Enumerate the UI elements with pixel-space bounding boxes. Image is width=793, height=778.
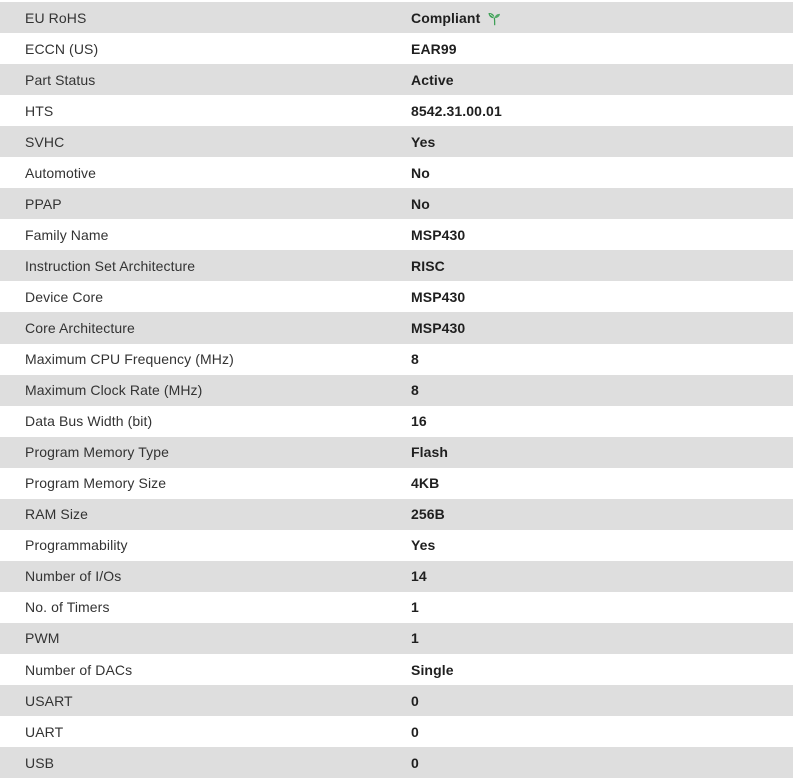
table-row	[0, 375, 793, 406]
spec-label: ECCN (US)	[25, 40, 99, 57]
table-row	[0, 64, 793, 95]
table-row	[0, 344, 793, 375]
leaf-icon	[487, 11, 502, 26]
table-row	[0, 561, 793, 592]
spec-value-text: RISC	[411, 257, 445, 274]
spec-value	[411, 227, 793, 243]
spec-value	[411, 320, 793, 336]
spec-value	[411, 382, 793, 398]
spec-value	[411, 568, 793, 584]
spec-value-text: No	[411, 164, 430, 181]
spec-value	[411, 72, 793, 88]
table-row	[0, 126, 793, 157]
spec-label: PWM	[25, 630, 60, 647]
spec-label: Number of DACs	[25, 661, 133, 678]
table-row	[0, 406, 793, 437]
spec-value-text: 14	[411, 568, 427, 585]
table-row	[0, 33, 793, 64]
spec-value	[411, 134, 793, 150]
table-row	[0, 592, 793, 623]
spec-label: EU RoHS	[25, 9, 87, 26]
spec-value-text: Flash	[411, 444, 449, 461]
spec-value	[411, 196, 793, 212]
table-row	[0, 654, 793, 685]
spec-label: Instruction Set Architecture	[25, 257, 196, 274]
spec-label: Part Status	[25, 71, 96, 88]
spec-value-text: 0	[411, 723, 419, 740]
spec-value	[411, 41, 793, 57]
spec-value-text: 4KB	[411, 475, 440, 492]
table-row	[0, 685, 793, 716]
spec-value-text: Yes	[411, 537, 436, 554]
spec-value-text: EAR99	[411, 40, 457, 57]
spec-value-text: Yes	[411, 133, 436, 150]
spec-value	[411, 755, 793, 771]
spec-label: USART	[25, 692, 73, 709]
spec-value-text: MSP430	[411, 226, 466, 243]
spec-value-text: 8	[411, 351, 419, 368]
table-row	[0, 2, 793, 33]
spec-label: Number of I/Os	[25, 568, 122, 585]
spec-value-text: No	[411, 195, 430, 212]
spec-label: USB	[25, 754, 55, 771]
spec-value-text: MSP430	[411, 319, 466, 336]
spec-value-text: 1	[411, 599, 419, 616]
spec-value	[411, 413, 793, 429]
spec-value-text: 16	[411, 413, 427, 430]
table-row	[0, 468, 793, 499]
spec-label: HTS	[25, 102, 54, 119]
spec-label: Automotive	[25, 164, 97, 181]
spec-label: No. of Timers	[25, 599, 110, 616]
spec-value	[411, 258, 793, 274]
table-row	[0, 281, 793, 312]
spec-label: Device Core	[25, 288, 104, 305]
spec-label: Program Memory Type	[25, 444, 170, 461]
spec-value-text: 0	[411, 692, 419, 709]
table-row	[0, 437, 793, 468]
table-row	[0, 623, 793, 654]
spec-value	[411, 103, 793, 119]
spec-value-text: 8	[411, 382, 419, 399]
spec-value	[411, 724, 793, 740]
spec-value-text: Single	[411, 661, 454, 678]
spec-label: PPAP	[25, 195, 62, 212]
table-row	[0, 530, 793, 561]
spec-value	[411, 165, 793, 181]
spec-value-text: 0	[411, 754, 419, 771]
spec-value	[411, 662, 793, 678]
spec-value-text: MSP430	[411, 288, 466, 305]
spec-value	[411, 537, 793, 553]
table-row	[0, 312, 793, 343]
spec-label: Program Memory Size	[25, 475, 167, 492]
spec-label: UART	[25, 723, 64, 740]
spec-value	[411, 475, 793, 491]
spec-value-text: Compliant	[411, 9, 481, 26]
spec-label: Data Bus Width (bit)	[25, 413, 153, 430]
spec-label: Family Name	[25, 226, 109, 243]
spec-value	[411, 351, 793, 367]
table-row	[0, 499, 793, 530]
table-row	[0, 157, 793, 188]
spec-value	[411, 10, 793, 26]
spec-value-text: Active	[411, 71, 454, 88]
spec-label: Programmability	[25, 537, 128, 554]
table-row	[0, 95, 793, 126]
spec-value	[411, 444, 793, 460]
spec-value	[411, 630, 793, 646]
spec-value-text: 256B	[411, 506, 445, 523]
spec-value	[411, 289, 793, 305]
spec-value	[411, 599, 793, 615]
spec-value	[411, 693, 793, 709]
table-row	[0, 188, 793, 219]
table-row	[0, 716, 793, 747]
spec-value-text: 8542.31.00.01	[411, 102, 502, 119]
table-row	[0, 747, 793, 778]
spec-label: Maximum Clock Rate (MHz)	[25, 382, 203, 399]
spec-value-text: 1	[411, 630, 419, 647]
table-row	[0, 219, 793, 250]
spec-label: RAM Size	[25, 506, 89, 523]
spec-value	[411, 506, 793, 522]
spec-label: Maximum CPU Frequency (MHz)	[25, 351, 234, 368]
spec-label: SVHC	[25, 133, 65, 150]
spec-label: Core Architecture	[25, 319, 135, 336]
table-row	[0, 250, 793, 281]
